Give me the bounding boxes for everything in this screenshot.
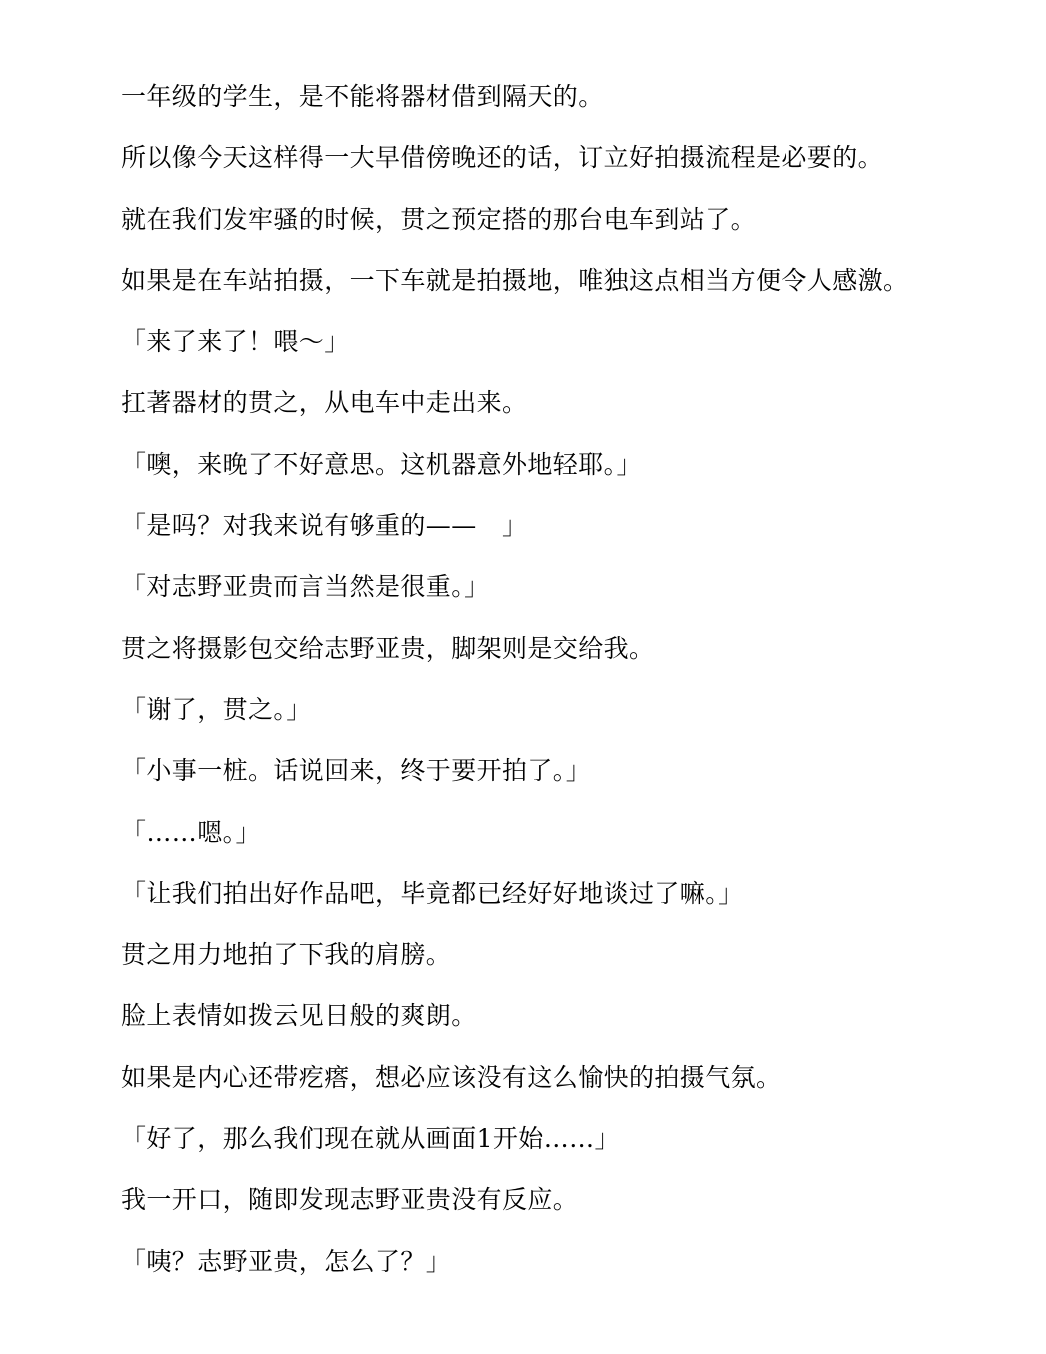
paragraph-line: 扛著器材的贯之，从电车中走出来。 xyxy=(121,388,528,418)
paragraph-line: 就在我们发牢骚的时候，贯之预定搭的那台电车到站了。 xyxy=(121,204,757,234)
paragraph-line: 「……嗯。」 xyxy=(121,817,261,847)
paragraph-line: 「好了，那么我们现在就从画面1开始……」 xyxy=(121,1124,620,1154)
paragraph-line: 贯之将摄影包交给志野亚贵，脚架则是交给我。 xyxy=(121,633,655,663)
paragraph-line: 「来了来了！喂～」 xyxy=(121,327,350,357)
paragraph-line: 我一开口，随即发现志野亚贵没有反应。 xyxy=(121,1185,579,1215)
paragraph-line: 「咦？志野亚贵，怎么了？」 xyxy=(121,1246,452,1276)
paragraph-line: 脸上表情如拨云见日般的爽朗。 xyxy=(121,1001,477,1031)
paragraph-line: 「让我们拍出好作品吧，毕竟都已经好好地谈过了嘛。」 xyxy=(121,878,744,908)
paragraph-line: 「小事一桩。话说回来，终于要开拍了。」 xyxy=(121,756,592,786)
paragraph-line: 所以像今天这样得一大早借傍晚还的话，订立好拍摄流程是必要的。 xyxy=(121,143,884,173)
paragraph-line: 「对志野亚贵而言当然是很重。」 xyxy=(121,572,490,602)
paragraph-line: 「谢了，贯之。」 xyxy=(121,694,312,724)
paragraph-line: 贯之用力地拍了下我的肩膀。 xyxy=(121,940,452,970)
paragraph-line: 如果是内心还带疙瘩，想必应该没有这么愉快的拍摄气氛。 xyxy=(121,1062,782,1092)
paragraph-line: 「是吗？对我来说有够重的—— 」 xyxy=(121,511,528,541)
paragraph-line: 「噢，来晚了不好意思。这机器意外地轻耶。」 xyxy=(121,449,642,479)
paragraph-line: 如果是在车站拍摄，一下车就是拍摄地，唯独这点相当方便令人感激。 xyxy=(121,265,909,295)
body-text xyxy=(121,72,1001,1298)
paragraph-line: 一年级的学生，是不能将器材借到隔天的。 xyxy=(121,82,604,111)
